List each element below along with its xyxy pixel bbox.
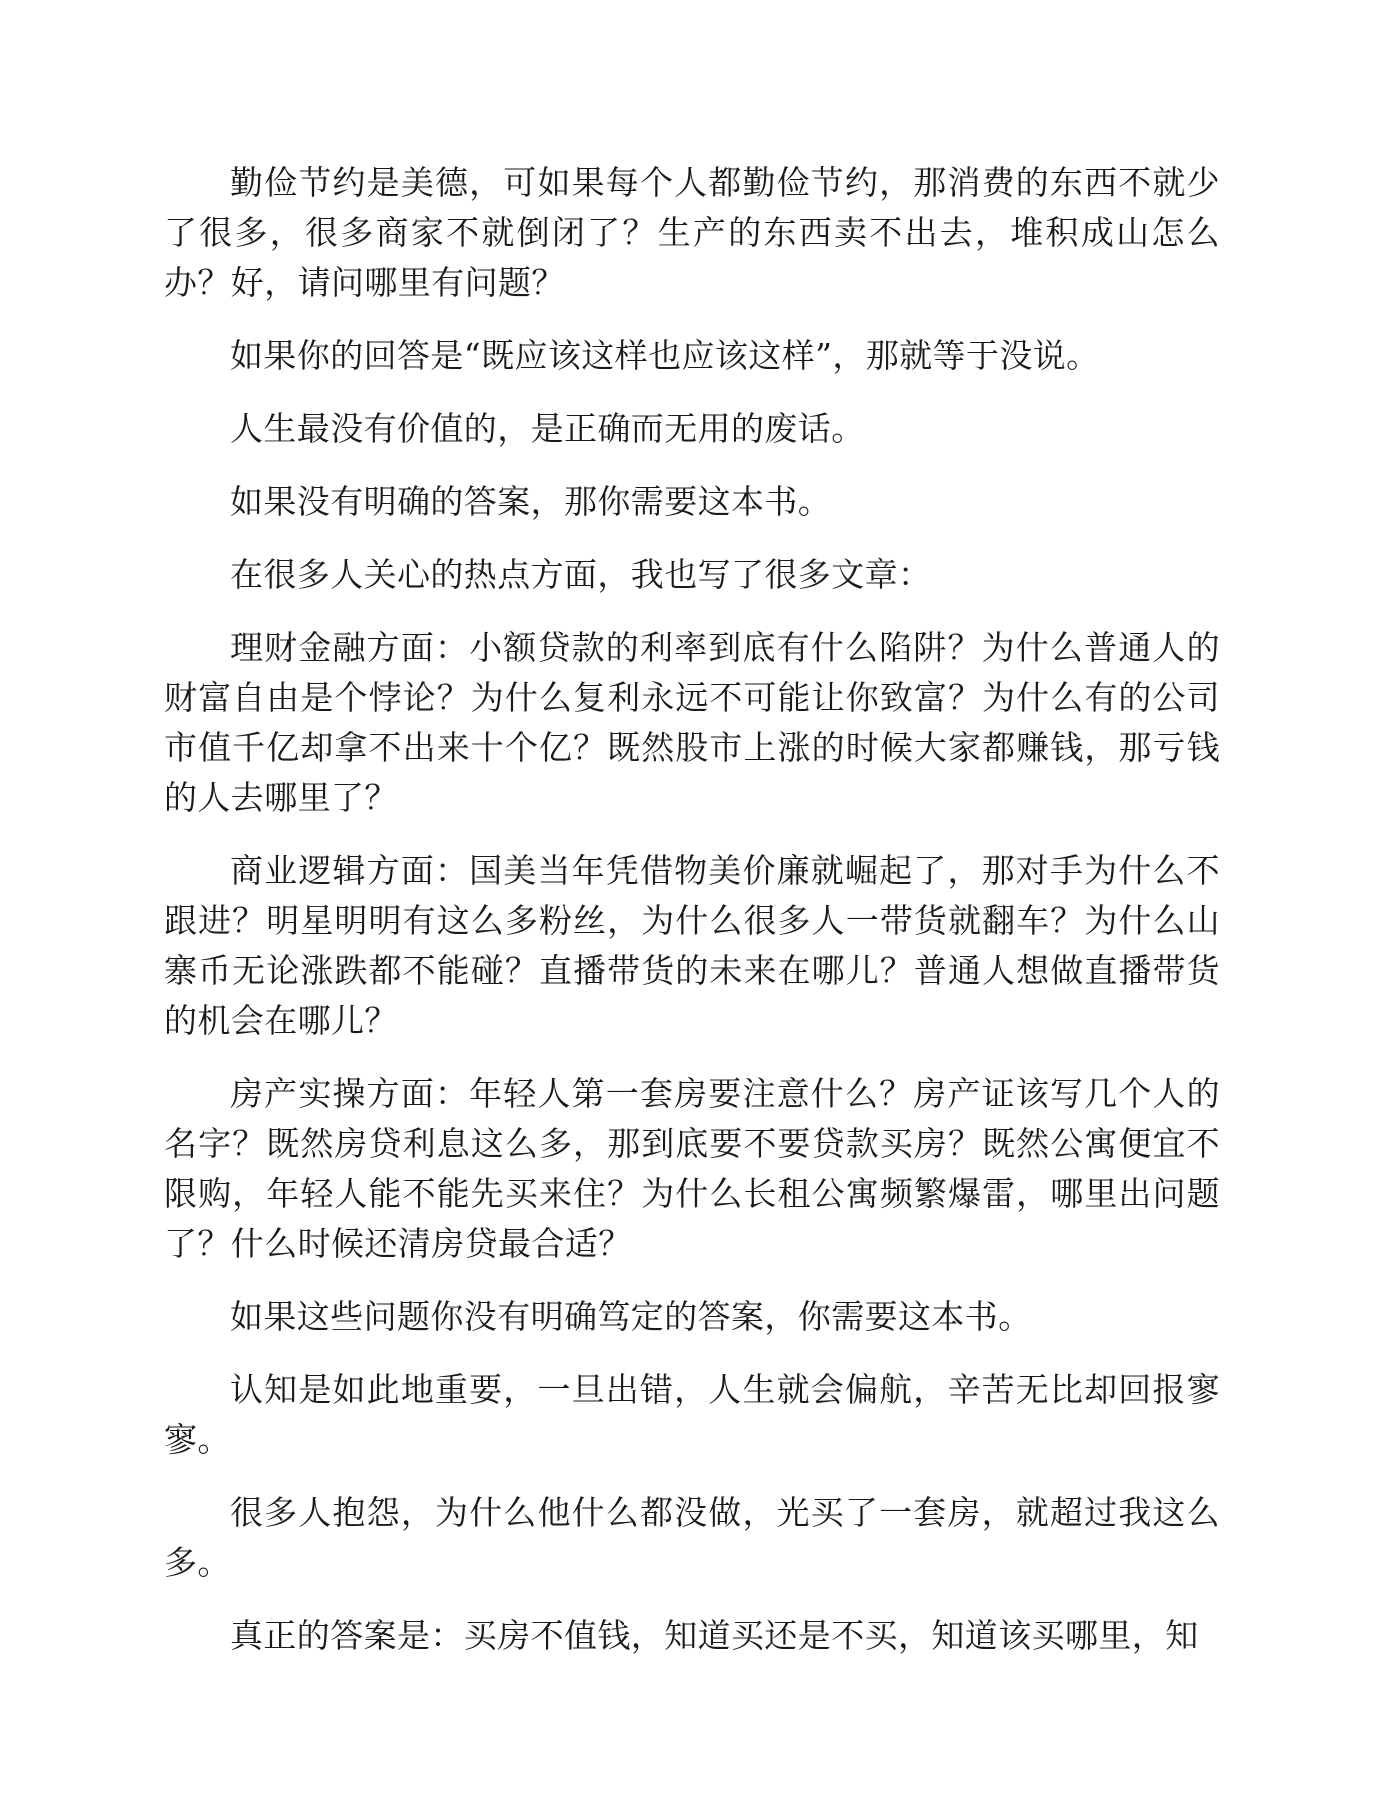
paragraph-2: 如果你的回答是“既应该这样也应该这样”，那就等于没说。 [230,336,1100,375]
paragraph-10: 认知是如此地重要，一旦出错，人生就会偏航，辛苦无比却回报寥寥。 [164,1370,1220,1459]
paragraph-1: 勤俭节约是美德，可如果每个人都勤俭节约，那消费的东西不就少了很多，很多商家不就倒闭了？生产的东西卖不出去，堆积成山怎么办？好，请问哪里有问题？ [164,163,1220,302]
paragraph-5: 在很多人关心的热点方面，我也写了很多文章： [230,555,932,594]
paragraph-7: 商业逻辑方面：国美当年凭借物美价廉就崛起了，那对手为什么不跟进？明星明明有这么多粉丝，为什么很多人一带货就翻车？为什么山寨币无论涨跌都不能碰？直播带货的未来在哪儿？普通人想做直播带货的机会在哪儿？ [164,851,1220,1040]
paragraph-11: 很多人抱怨，为什么他什么都没做，光买了一套房，就超过我这么多。 [164,1493,1220,1582]
document-page [164,158,1220,1684]
paragraph-4: 如果没有明确的答案，那你需要这本书。 [230,482,832,521]
paragraph-8: 房产实操方面：年轻人第一套房要注意什么？房产证该写几个人的名字？既然房贷利息这么多，那到底要不要贷款买房？既然公寓便宜不限购，年轻人能不能先买来住？为什么长租公寓频繁爆雷，哪里出问题了？什么时候还清房贷最合适？ [164,1074,1220,1263]
paragraph-3: 人生最没有价值的，是正确而无用的废话。 [230,409,865,448]
paragraph-12: 真正的答案是：买房不值钱，知道买还是不买，知道该买哪里，知 [230,1616,1199,1655]
paragraph-6: 理财金融方面：小额贷款的利率到底有什么陷阱？为什么普通人的财富自由是个悖论？为什么复利永远不可能让你致富？为什么有的公司市值千亿却拿不出来十个亿？既然股市上涨的时候大家都赚钱，那亏钱的人去哪里了？ [164,628,1220,817]
paragraph-9: 如果这些问题你没有明确笃定的答案，你需要这本书。 [230,1297,1032,1336]
